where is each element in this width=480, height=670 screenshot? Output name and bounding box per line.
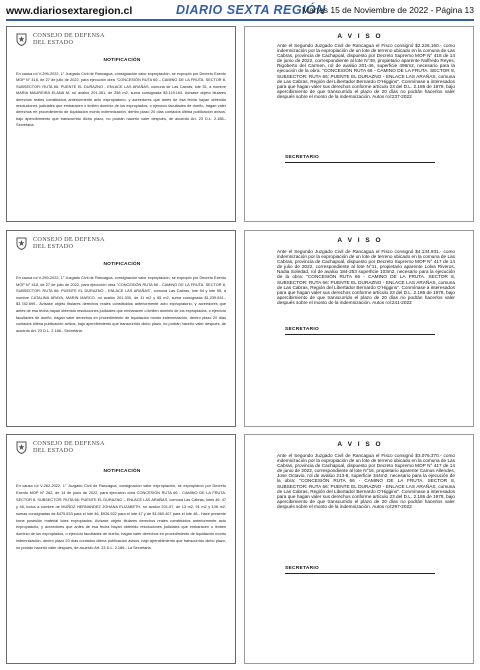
newspaper-masthead: DIARIO SEXTA REGIÓN <box>176 3 326 17</box>
coat-of-arms-icon <box>16 33 27 46</box>
aviso-title: A V I S O <box>337 441 383 448</box>
aviso-text: Ante el Segundo Juzgado Civil de Rancagua el Fisco consignó $2.226.160.- como indemnización por la expropiación de un lote de terreno ubicado en la comuna de Las Cabras, provincia de Cachapoal, dispuesto por Decreto Supremo MOP N° 418 de 14 de junio de 2022, correspondiente al lote N°49, propietario aparente Nolfredo Reyes, Rigoberto del Carmen, rol de avalúo 201-46, superficie 496m2, necesario para la ejecución de la obra: "CONCESIÓN RUTA 66 - CAMINO DE LA FRUTA. SECTOR 8, SUBSECTOR: RUTA 66: PUENTE EL DURAZNO - ENLACE LAS ARAÑAS, comuna de Las Cabras, Región del Libertador Bernardo O'Higgins". Conmínase a interesados para que hagan valer sus derechos conforme artículo 23 del D.L. 2.186 de 1978, bajo apercibimiento de que transcurrido el plazo de 20 días no podrán hacerlos valer después sobre el monto de la indemnización. Autos rol:237-2022 <box>277 43 455 99</box>
notice-title: NOTIFICACIÓN <box>103 469 141 474</box>
notice-row-2 <box>6 230 474 427</box>
header-rule <box>6 19 474 21</box>
aviso-title: A V I S O <box>337 237 383 244</box>
organization-name: CONSEJO DE DEFENSA DEL ESTADO <box>33 32 105 46</box>
coat-of-arms-icon <box>16 237 27 250</box>
notice-text: En causa rol V-296-2022, 1° Juzgado Civil de Rancagua, consignación valor expropiación, se expropió por Decreto Exento MOP N° 418, de 27 de julio de 2022, para ejecución obra "CONCESIÓN RUTA 66 – CAMINO DE LA FRUTA. SECTOR 8, SUBSECTOR: RUTA 66: PUENTE EL DURAZNO - ENLACE LAS ARAÑAS, comuna de Las Cabras, lote 51, a nombre MARIA MAUREIRA ELANA M, rol avalúo 201-351, de 258 m2, suma consignada $3.119.163. Avísase objeto titulares derechos reales constituidos anteriormente acto expropiatorio, y acreedores que antes de esa fecha hayan obtenido resoluciones judiciales que embaracen o limiten dominio de los expropiados, o ejercicio facultades de dueño, hagan valer derechos en procedimiento de liquidación monto indemnización, dentro plazo 20 días contados última publicación avisos, bajo apercibimiento que transcurrido dicho plazo, no podrán hacerlo valer después, de acuerdo Art. 23 D.L. 2.186.- Secretaria. <box>16 72 226 128</box>
aviso-text: Ante el Segundo Juzgado Civil de Rancagua el Fisco consignó $3.076.370.- como indemnización por la expropiación de un lote de terreno ubicado en la comuna de Las Cabras, provincia de Cachapoal, dispuesto por Decreto Supremo MOP N° 417 de 14 de junio de 2022, correspondiente al lote N°16, propietario aparente Camus Allendes, Jose Octavio, rol de avalúo 213-8, superficie 344m2, necesario para la ejecución de la obra: "CONCESIÓN RUTA 66 - CAMINO DE LA FRUTA. SECTOR 8, SUBSECTOR: RUTA 66: PUENTE EL DURAZNO - ENLACE LAS ARAÑAS, comuna de Las Cabras, Región del Libertador Bernardo O'Higgins". Conmínase a interesados para que hagan valer sus derechos conforme artículo 23 del D.L. 2.186 de 1978, bajo apercibimiento de que transcurrido el plazo de 20 días no podrán hacerlos valer después sobre el monto de la indemnización. Autos rol:297-2022 <box>277 453 455 509</box>
signer-label: SECRETARIO <box>285 327 320 332</box>
aviso-card <box>244 230 474 427</box>
notice-row-3 <box>6 434 474 664</box>
notice-card <box>6 434 236 664</box>
notice-text: En causa rol V-259-2022, 1° Juzgado Civil de Rancagua, consignación valor expropiación, se expropió por Decreto Exento MOP N° 418, de 27 de julio de 2022, para ejecución obra "CONCESIÓN RUTA 66 - CAMINO DE LA FRUTA. SECTOR 8, SUBSECTOR: RUTA 66: PUENTE EL DURAZNO - ENLACE LAS ARAÑAS", comuna Las Cabras, lote 54 y lote 55, a nombre CATALINA ARAYA, MARIN MARCO, rol avalúo 201-330, de 11 m2 y 65 m2, suma consignada $1.239.631.- $3.782.699.- Avísase objeto titulares derechos reales constituidos anteriormente acto expropiatorio, y acreedores que antes de esa fecha hayan obtenido resoluciones judiciales que embaracen o limiten dominio de los expropiados, o ejercicio facultades de dueño, hagan valer derechos en procedimiento de liquidación monto indemnización, dentro plazo 20 días contados última publicación avisos, bajo apercibimiento que transcurrido dicho plazo, no podrán hacerlo valer después, de acuerdo Art. 23 D.L. 2.186.- Secretaria. <box>16 276 226 333</box>
signer-label: SECRETARIO <box>285 566 320 571</box>
notice-text: En causa rol V-262-2022, 1° Juzgado Civil de Rancagua, consignación valor expropiación, se expropiaron por Decreto Exento MOP N° 262, de 14 de junio de 2022, para ejecución obra CONCESIÓN RUTA 66 - CAMINO DE LA FRUTA. SECTOR 8, SUBSECTOR: RUTA 66: PUENTE EL DURAZNO – ENLACE LAS ARAÑAS, comuna Las Cabras, lotes 46, 47 y 48, todos a nombre de MUÑOZ HERNANDEZ JOHANA ELIZABETH, rol avalúo 201-57, de 13 m2, 91 m2 y 106 m2, sumas consignadas de $475.533 para el lote 46, $926.922 para el lote 47 y de $1.060.407 para el lote 48.- Hace presente toma posesión material lotes expropiados. Avísase objeto titulares derechos reales constituidos anteriormente acto expropiatorio, y acreedores que antes de esa fecha hayan obtenido resoluciones judiciales que embaracen o limiten dominio de los expropiados, o ejercicio facultades de dueño, hagan valer derechos en procedimiento de liquidación monto indemnización, dentro plazo 20 días contados última publicación avisos, bajo apercibimiento que transcurrido dicho plazo, no podrán hacerlo valer después, de acuerdo Art. 23 D.L. 2.186.- La Secretaria. <box>16 484 226 551</box>
aviso-card <box>244 434 474 664</box>
aviso-card <box>244 26 474 222</box>
aviso-title: A V I S O <box>337 33 383 40</box>
notice-title: NOTIFICACIÓN <box>103 58 141 63</box>
notice-card <box>6 230 236 427</box>
site-url[interactable]: www.diariosextaregion.cl <box>6 5 133 17</box>
page-header <box>0 0 480 22</box>
organization-name: CONSEJO DE DEFENSA DEL ESTADO <box>33 440 105 454</box>
date-and-page: Martes 15 de Noviembre de 2022 - Página 13 <box>302 5 474 15</box>
organization-name: CONSEJO DE DEFENSA DEL ESTADO <box>33 236 105 250</box>
signature-line <box>285 573 435 574</box>
notice-row-1 <box>6 26 474 222</box>
signature-line <box>285 334 435 335</box>
signer-label: SECRETARIO <box>285 155 320 160</box>
notice-title: NOTIFICACIÓN <box>103 262 141 267</box>
coat-of-arms-icon <box>16 441 27 454</box>
notice-card <box>6 26 236 222</box>
aviso-text: Ante el Segundo Juzgado Civil de Rancagua el Fisco consignó $4.134.931.- como indemnización por la expropiación de un lote de terreno ubicado en la comuna de Las Cabras, provincia de Cachapoal, dispuesto por Decreto Supremo MOP N° 417 de 14 de julio de 2022, correspondiente al lote N°11, propietario aparente Lolva Riveros, Nadia Soledad, rol de avalúo 184-253 superficie 103m2, necesario para la ejecución de la obra: "CONCESIÓN RUTA 66 - CAMINO DE LA FRUTA. SECTOR 8, SUBSECTOR: RUTA 66: PUENTE EL DURAZNO - ENLACE LAS ARAÑAS, comuna de Las Cabras, Región del Libertador Bernardo O'Higgins". Conmínase a interesados para que hagan valer sus derechos conforme artículo 23 del D.L. 2.186 de 1978, bajo apercibimiento de que transcurrido el plazo de 20 días no podrán hacerlos valer después sobre el monto de la indemnización. Autos rol:241-2022 <box>277 249 455 305</box>
signature-line <box>285 162 435 163</box>
